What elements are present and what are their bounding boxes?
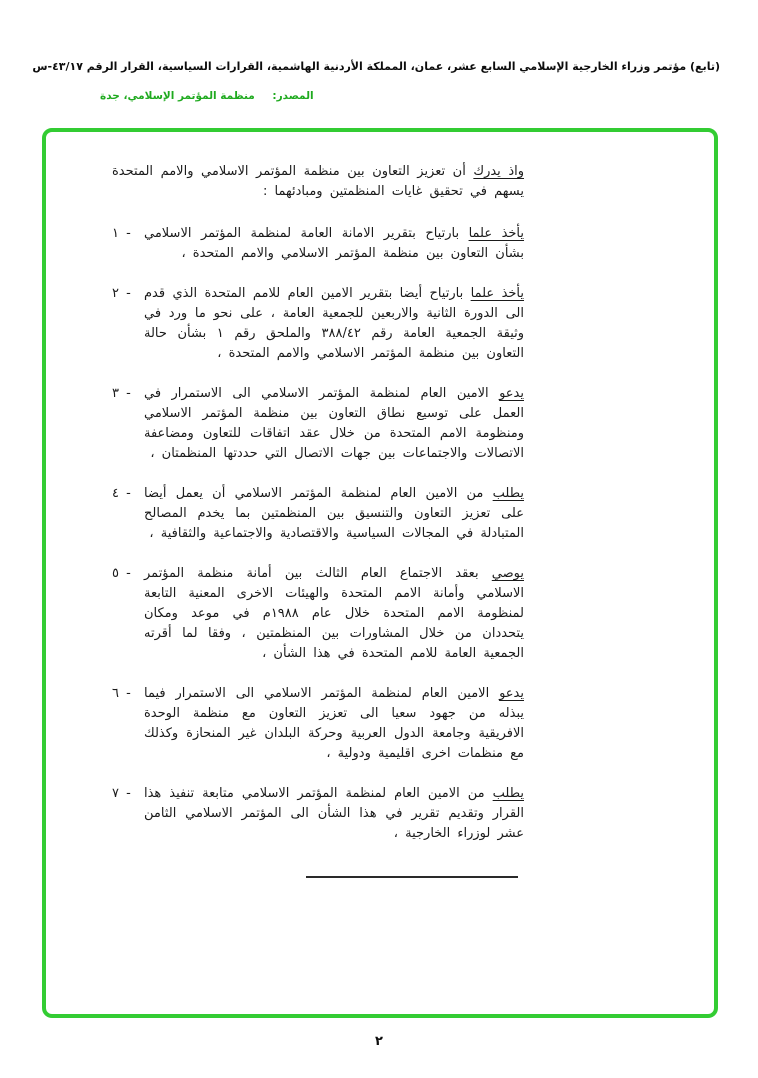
item-marker-1: ١ -	[112, 226, 131, 241]
item-text-1: بارتياح بتقرير الامانة العامة لمنظمة المؤتمر الاسلامي بشأن التعاون بين منظمة المؤتمر الاسلامي والامم المتحدة ،	[144, 226, 524, 261]
item-lead-5: يوصي	[491, 566, 524, 581]
item-text-6: الامين العام لمنظمة المؤتمر الاسلامي الى الاستمرار فيما يبذله من جهود سعيا الى تعزيز التعاون مع منظمة الوحدة الافريقية وجامعة الدول العربية وحركة البلدان غير المنحازة وكذلك مع منظمات اخرى اقليمية ودولية ،	[144, 686, 524, 761]
item-body-1	[144, 224, 524, 264]
item-text-2: بارتياح أيضا بتقرير الامين العام للامم المتحدة الذي قدم الى الدورة الثانية والاربعين للجمعية العامة ، على نحو ما ورد في وثيقة الجمعية العامة رقم ٣٨٨/٤٢ والملحق رقم ١ بشأن حالة التعاون بين منظمة المؤتمر الاسلامي والامم المتحدة ،	[144, 286, 525, 361]
item-marker-7: ٧ -	[112, 786, 131, 801]
closing-rule	[306, 876, 518, 878]
item-lead-7: يطلب	[492, 786, 524, 801]
operative-paragraph-7	[112, 784, 524, 844]
item-text-5: بعقد الاجتماع العام الثالث بين أمانة منظمة المؤتمر الاسلامي وأمانة الامم المتحدة والهيئات الاخرى المعنية التابعة لمنظومة الامم المتحدة خلال عام ١٩٨٨م في موعد ومكان يتحددان من خلال المشاورات بين المنظمتين ، وفقا لما أقرته الجمعية العامة للامم المتحدة في هذا الشأن ،	[144, 566, 525, 661]
item-body-5	[144, 564, 524, 664]
item-lead-3: يدعو	[499, 386, 524, 401]
item-lead-4: يطلب	[492, 486, 524, 501]
item-body-2	[144, 284, 524, 364]
operative-paragraph-5	[112, 564, 524, 664]
source-label: المصدر:	[272, 90, 314, 102]
item-text-7: من الامين العام لمنظمة المؤتمر الاسلامي متابعة تنفيذ هذا القرار وتقديم تقرير في هذا الشأن الى المؤتمر الاسلامي الثامن عشر لوزراء الخارجية ،	[144, 786, 524, 841]
operative-paragraph-4	[112, 484, 524, 544]
document-header-title: (تابع) مؤتمر وزراء الخارجية الإسلامي السابع عشر، عمان، المملكة الأردنية الهاشمية، القرارات السياسية، القرار الرقم ٤٣/١٧-س	[32, 60, 720, 73]
operative-paragraph-3	[112, 384, 524, 464]
item-body-4	[144, 484, 524, 544]
operative-paragraph-1	[112, 224, 524, 264]
item-body-6	[144, 684, 524, 764]
item-text-3: الامين العام لمنظمة المؤتمر الاسلامي الى الاستمرار في العمل على توسيع نطاق التعاون بين منظمة المؤتمر الاسلامي ومنظومة الامم المتحدة من خلال عقد اتفاقات للتعاون ومضاعفة الاتصالات والاجتماعات بين جهات الاتصال التي حددتها المنظمتان ،	[144, 386, 524, 461]
preamble-lead: واذ يدرك	[473, 164, 525, 179]
item-marker-2: ٢ -	[112, 286, 131, 301]
item-marker-5: ٥ -	[112, 566, 131, 581]
item-body-3	[144, 384, 524, 464]
preamble-text: أن تعزيز التعاون بين منظمة المؤتمر الاسلامي والامم المتحدة يسهم في تحقيق غايات المنظمتين ومبادئهما :	[112, 164, 524, 199]
item-marker-6: ٦ -	[112, 686, 131, 701]
item-text-4: من الامين العام لمنظمة المؤتمر الاسلامي أن يعمل أيضا على تعزيز التعاون والتنسيق بين المنظمتين بما يخدم المصالح المتبادلة في المجالات السياسية والاقتصادية والاجتماعية والثقافية ،	[144, 486, 524, 541]
item-lead-2: يأخذ علما	[470, 286, 525, 301]
resolution-body	[112, 162, 524, 878]
item-lead-6: يدعو	[499, 686, 524, 701]
operative-paragraph-6	[112, 684, 524, 764]
content-border-box	[42, 128, 718, 1018]
operative-paragraph-2	[112, 284, 524, 364]
item-body-7	[144, 784, 524, 844]
source-line	[100, 90, 314, 102]
item-lead-1: يأخذ علما	[468, 226, 525, 241]
item-marker-3: ٣ -	[112, 386, 131, 401]
source-value: منظمة المؤتمر الإسلامي، جدة	[100, 90, 255, 102]
item-marker-4: ٤ -	[112, 486, 131, 501]
preamble-paragraph	[112, 162, 524, 202]
page-number: ٢	[375, 1034, 383, 1049]
